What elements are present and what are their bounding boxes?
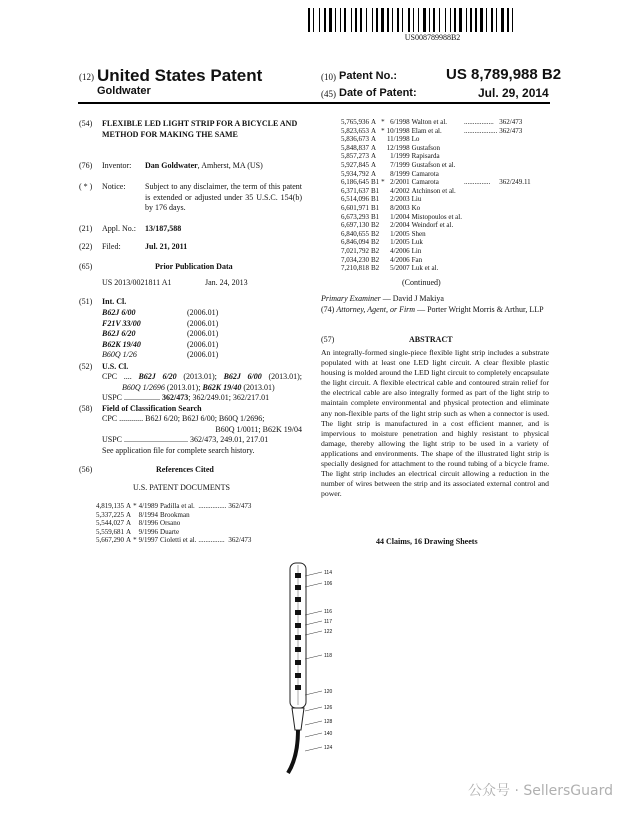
reference-row — [96, 511, 253, 520]
cpc-class: B62K 19/40 — [202, 382, 242, 392]
ref-class — [499, 161, 532, 170]
callout-line — [305, 707, 322, 711]
reference-row — [341, 135, 533, 144]
ref-number: 6,673,293 — [341, 212, 369, 221]
ref-date: 8/1999 — [390, 169, 410, 178]
int-cl-row — [102, 308, 218, 319]
ref-kind: B1 — [371, 178, 380, 187]
ref-dots — [464, 195, 499, 204]
cpc-prefix: CPC .... — [102, 372, 139, 381]
ref-dots: ................. — [464, 118, 494, 126]
invention-title: FLEXIBLE LED LIGHT STRIP FOR A BICYCLE AND METHOD FOR MAKING THE SAME — [102, 119, 298, 139]
ref-dots: ................... — [464, 126, 498, 135]
us-cl-cpc-line2 — [102, 383, 302, 394]
ref-kind: A — [126, 502, 132, 510]
field-21-code: (21) — [79, 224, 93, 233]
ref-date: 2/2004 — [390, 221, 410, 230]
attorney-label: Attorney, Agent, or Firm — [336, 305, 416, 314]
ref-kind: B2 — [371, 264, 380, 273]
field-search-body — [102, 414, 302, 456]
ref-date: 8/2003 — [390, 203, 410, 212]
ref-date: 4/2006 — [390, 255, 410, 264]
ref-name: Cioletti et al. — [160, 536, 197, 545]
led-element — [295, 610, 301, 615]
ref-name: Mistopoulos et al. — [411, 212, 462, 221]
field-54-code: (54) — [79, 119, 93, 128]
int-cl-row — [102, 329, 218, 340]
appl-no-label: Appl. No.: — [102, 224, 136, 233]
ref-class: 362/473 — [499, 126, 523, 135]
field-search-label: Field of Classification Search — [102, 404, 202, 413]
ref-number: 5,848,837 — [341, 143, 369, 152]
field-search-see: See application file for complete search history. — [102, 445, 255, 455]
us-cl-cpc-line1 — [102, 372, 302, 383]
callout-line — [305, 733, 322, 737]
ref-class — [228, 511, 253, 520]
refs-table-right — [341, 118, 533, 273]
inventor-value — [145, 161, 263, 172]
attorney-code: (74) — [321, 305, 337, 314]
ref-date: 2/2003 — [390, 195, 410, 204]
ref-number: 5,337,225 — [96, 510, 124, 519]
reference-row — [96, 502, 253, 511]
cpc-version: (2013.01) — [241, 382, 275, 392]
cpc-version: (2013.01); — [164, 382, 203, 392]
field-22-code: (22) — [79, 242, 93, 251]
inventor-location: , Amherst, MA (US) — [197, 161, 263, 170]
ref-kind: B2 — [371, 229, 380, 238]
field-search-uspc: USPC ................................ 362/473, 249.01, 217.01 — [102, 435, 269, 444]
inventor-surname: Goldwater — [97, 85, 151, 97]
ref-number: 6,371,637 — [341, 186, 369, 195]
reference-row — [341, 213, 533, 222]
callout-line — [305, 572, 322, 576]
ref-kind: A — [371, 135, 377, 144]
us-cl-uspc — [102, 393, 302, 404]
ref-class — [499, 230, 532, 239]
callout-line — [305, 631, 322, 635]
callout-line — [305, 747, 322, 751]
cpc-class: B60Q 1/2696 — [122, 382, 165, 392]
callout-label: 126 — [324, 705, 333, 711]
ref-name: Brookman — [160, 510, 190, 519]
uspc-label: USPC .................. — [102, 393, 161, 402]
filed-value: Jul. 21, 2011 — [145, 242, 188, 251]
ref-name: Liu — [411, 195, 422, 204]
ref-kind: A — [126, 536, 132, 545]
ref-date: 2/2001 — [390, 178, 410, 187]
ref-number: 6,601,971 — [341, 203, 369, 212]
ref-kind: A — [371, 152, 377, 161]
ref-date: 1/2005 — [390, 238, 410, 247]
appl-no-value: 13/187,588 — [145, 224, 182, 233]
field-57-code: (57) — [321, 335, 335, 344]
ref-number: 6,846,094 — [341, 238, 369, 247]
reference-row — [341, 195, 533, 204]
reference-row — [341, 264, 533, 273]
ref-number: 5,544,027 — [96, 519, 124, 528]
reference-row — [341, 118, 533, 127]
int-cl-row — [102, 350, 218, 361]
callout-label: 106 — [324, 581, 333, 587]
callout-label: 124 — [324, 745, 333, 751]
cpc-version: (2013.01); — [176, 372, 224, 381]
watermark: 公众号 · SellersGuard — [468, 783, 613, 799]
ref-date: 1/2004 — [390, 212, 410, 221]
ref-number: 5,934,792 — [341, 169, 369, 178]
ref-dots — [464, 247, 499, 256]
reference-row — [341, 247, 533, 256]
led-element — [295, 573, 301, 578]
ref-kind: A — [371, 169, 377, 178]
callout-line — [305, 721, 322, 725]
ref-number: 7,021,792 — [341, 246, 369, 255]
cpc-version: (2013.01); — [261, 372, 303, 381]
field-76-code: (76) — [79, 161, 93, 170]
notice-code: ( * ) — [79, 182, 93, 191]
ref-dots — [464, 238, 499, 247]
reference-row — [341, 187, 533, 196]
ref-name: Weindorf et al. — [411, 221, 454, 230]
ref-kind: B1 — [371, 212, 380, 221]
ref-class: 362/249.11 — [499, 178, 531, 187]
us-cl-cpc — [102, 372, 302, 404]
ref-class — [499, 204, 532, 213]
led-element — [295, 685, 301, 690]
ref-kind: A — [371, 160, 377, 169]
inventor-name: Dan Goldwater — [145, 161, 198, 170]
ref-date: 8/1996 — [138, 519, 159, 528]
refs-cited-label: References Cited — [156, 465, 214, 474]
callout-line — [305, 691, 322, 695]
ref-name: Elam et al. — [411, 126, 442, 135]
reference-row — [341, 127, 533, 136]
ref-class: 362/473 — [228, 502, 252, 510]
ref-dots: ................ — [198, 502, 227, 510]
doc-type: United States Patent — [97, 66, 263, 85]
attorney-line — [321, 305, 549, 316]
ref-kind: A — [371, 126, 377, 135]
ref-name: Shen — [411, 229, 426, 238]
led-element — [295, 673, 301, 678]
field-search-cpc2: B60Q 1/0011; B62K 19/04 — [215, 424, 302, 434]
ref-star: * — [381, 126, 385, 135]
ref-dots — [464, 230, 499, 239]
ref-kind: A — [126, 527, 132, 536]
ref-class — [499, 187, 532, 196]
callout-line — [305, 621, 322, 625]
ref-date: 6/1998 — [390, 118, 410, 126]
ref-name: Lo — [411, 135, 420, 144]
ref-number: 5,857,273 — [341, 152, 369, 161]
reference-row — [341, 204, 533, 213]
header-rule — [78, 102, 550, 104]
ref-dots — [464, 204, 499, 213]
ref-date: 7/1999 — [390, 160, 410, 169]
notice-text: Subject to any disclaimer, the term of this patent is extended or adjusted under 35 U.S.C. 154(b) by 176 days. — [145, 182, 302, 212]
ref-class: 362/473 — [499, 118, 523, 126]
reference-row — [341, 238, 533, 247]
callout-label: 140 — [324, 731, 333, 737]
int-cl-label: Int. Cl. — [102, 297, 127, 306]
attorney-name: — Porter Wright Morris & Arthur, LLP — [415, 305, 544, 314]
uspc-main: 362/473 — [160, 393, 189, 402]
ref-class — [499, 238, 532, 247]
ref-date: 4/2006 — [390, 246, 410, 255]
abstract-text: An integrally-formed single-piece flexible light strip includes a substrate populated with at least one LED light circuit. A clear flexible plastic housing is molded around the LED light circuit to completely encapsulate the light circuit. A flexible electrical cable and contoured strain relief for the electrical cable are also integrally formed as part of the light strip to maintain complete environmental and physical protection and eliminate any non-flexible parts of the light strip such as when a connector is used. The light strip is manufactured in a cost efficient manner, and is impervious to moisture penetration and highly resistant to physical damage, thereby allowing the light strip to be used in a variety of applications and environments. The shape of the illustrated light strip is specially designed for attachment to the round tubing of a bicycle frame. The light strip includes an electrical circuit allowing a reduction in the number of wires between the strip and its associated external control and power. — [321, 348, 549, 499]
strain-relief — [292, 708, 304, 730]
barcode — [308, 8, 546, 32]
ref-class — [228, 528, 253, 537]
ref-class — [499, 152, 532, 161]
field-51-code: (51) — [79, 297, 93, 306]
cpc-class: B62J 6/00 — [223, 372, 262, 381]
int-cl-list — [102, 308, 218, 361]
led-element — [295, 647, 301, 652]
callout-label: 116 — [324, 609, 332, 615]
date-label: Date of Patent: — [339, 87, 417, 99]
cpc-class: B62J 6/20 — [138, 372, 177, 381]
abstract-label: ABSTRACT — [409, 335, 453, 344]
int-cl-version: (2006.01) — [187, 318, 219, 328]
patent-drawing — [270, 555, 350, 775]
ref-date: 9/1996 — [138, 527, 159, 536]
ref-date: 8/1994 — [138, 510, 159, 519]
ref-date: 12/1998 — [386, 143, 410, 152]
code-45: (45) — [321, 89, 336, 99]
ref-name: Padilla et al. — [160, 502, 195, 510]
callout-line — [305, 611, 322, 615]
ref-kind: B2 — [371, 255, 380, 264]
ref-class — [499, 247, 532, 256]
reference-row — [341, 170, 533, 179]
int-cl-class: B62J 6/00 — [102, 308, 136, 317]
ref-date: 11/1998 — [386, 135, 410, 144]
continued-label: (Continued) — [402, 278, 441, 287]
inventor-label: Inventor: — [102, 161, 132, 170]
ref-kind: B1 — [371, 186, 380, 195]
ref-number: 7,034,230 — [341, 255, 369, 264]
ref-name: Lin — [411, 246, 422, 255]
int-cl-version: (2006.01) — [187, 339, 219, 349]
ref-name: Duarte — [160, 527, 180, 536]
ref-number: 6,840,655 — [341, 229, 369, 238]
int-cl-version: (2006.01) — [187, 350, 219, 359]
ref-dots — [464, 170, 499, 179]
prior-pub-number: US 2013/0021811 A1 — [102, 278, 172, 287]
us-docs-label: U.S. PATENT DOCUMENTS — [133, 483, 230, 492]
ref-name: Fan — [411, 255, 423, 264]
ref-name: Luk et al. — [411, 264, 439, 273]
ref-name: Luk — [411, 238, 423, 247]
led-element — [295, 660, 301, 665]
us-cl-label: U.S. Cl. — [102, 362, 129, 371]
ref-class — [499, 221, 532, 230]
ref-name: Camarota — [411, 178, 439, 187]
ref-kind: A — [371, 143, 377, 152]
ref-class — [499, 213, 532, 222]
patent-date: Jul. 29, 2014 — [478, 86, 549, 100]
notice-label: Notice: — [102, 182, 126, 191]
int-cl-row — [102, 340, 218, 351]
ref-kind: B2 — [371, 221, 380, 230]
reference-row — [341, 256, 533, 265]
ref-name: Camarota — [411, 169, 439, 178]
claims-summary: 44 Claims, 16 Drawing Sheets — [376, 537, 478, 546]
ref-class — [499, 170, 532, 179]
ref-name: Atchinson et al. — [411, 186, 456, 195]
ref-date: 4/2002 — [390, 186, 410, 195]
uspc-rest: ; 362/249.01; 362/217.01 — [188, 393, 270, 402]
ref-name: Rapisarda — [411, 152, 440, 161]
ref-kind: B2 — [371, 246, 380, 255]
ref-class: 362/473 — [228, 536, 252, 545]
ref-star: * — [381, 178, 385, 187]
int-cl-class: F21V 33/00 — [102, 318, 141, 328]
callout-line — [305, 583, 322, 587]
callout-label: 117 — [324, 619, 332, 625]
ref-class — [499, 264, 532, 273]
ref-date: 9/1997 — [138, 536, 159, 545]
led-element — [295, 585, 301, 590]
prior-pub-label: Prior Publication Data — [155, 262, 233, 271]
ref-dots — [464, 256, 499, 265]
int-cl-row — [102, 319, 218, 330]
ref-dots — [198, 528, 228, 537]
code-10: (10) — [321, 72, 336, 82]
ref-number: 7,210,818 — [341, 264, 369, 273]
int-cl-class: B62J 6/20 — [102, 329, 136, 338]
field-58-code: (58) — [79, 404, 93, 413]
int-cl-version: (2006.01) — [187, 329, 219, 338]
callout-label: 128 — [324, 719, 333, 725]
callout-label: 114 — [324, 570, 332, 576]
callout-label: 118 — [324, 653, 332, 659]
code-12: (12) — [79, 72, 94, 82]
reference-row — [341, 161, 533, 170]
ref-class — [499, 144, 532, 153]
ref-class — [499, 135, 532, 144]
ref-number: 4,819,135 — [96, 502, 124, 510]
examiner-line — [321, 294, 444, 305]
ref-star: * — [381, 118, 385, 126]
int-cl-version: (2006.01) — [187, 308, 219, 317]
int-cl-class: B60Q 1/26 — [102, 350, 137, 359]
ref-dots — [464, 187, 499, 196]
ref-date: 1/1999 — [390, 152, 410, 161]
ref-number: 5,765,936 — [341, 118, 369, 126]
ref-class — [228, 519, 253, 528]
electrical-cable — [288, 730, 298, 773]
ref-name: Walton et al. — [411, 118, 448, 126]
reference-row — [341, 230, 533, 239]
ref-date: 10/1998 — [386, 126, 410, 135]
ref-kind: B2 — [371, 238, 380, 247]
ref-number: 5,823,653 — [341, 126, 369, 135]
ref-kind: A — [126, 519, 132, 528]
ref-number: 6,186,645 — [341, 178, 369, 187]
ref-number: 5,927,845 — [341, 160, 369, 169]
barcode-number: US008789988B2 — [404, 33, 461, 42]
ref-star: * — [133, 536, 137, 545]
refs-table-left — [96, 502, 253, 545]
field-65-code: (65) — [79, 262, 93, 271]
reference-row — [96, 536, 253, 545]
ref-dots — [464, 221, 499, 230]
reference-row — [341, 221, 533, 230]
ref-kind: A — [371, 118, 377, 126]
callout-label: 120 — [324, 689, 333, 695]
ref-kind: A — [126, 510, 132, 519]
callout-line — [305, 655, 322, 659]
ref-dots — [464, 144, 499, 153]
ref-dots — [464, 213, 499, 222]
reference-row — [96, 519, 253, 528]
int-cl-class: B62K 19/40 — [102, 339, 141, 349]
field-search-cpc: CPC ............ B62J 6/20; B62J 6/00; B60Q 1/2696; — [102, 414, 265, 423]
ref-name: Orsano — [160, 519, 181, 528]
ref-date: 5/2007 — [390, 264, 410, 273]
ref-date: 4/1989 — [138, 502, 159, 510]
ref-dots — [464, 152, 499, 161]
reference-row — [96, 528, 253, 537]
callout-label: 122 — [324, 629, 333, 635]
reference-row — [341, 144, 533, 153]
ref-date: 1/2005 — [390, 229, 410, 238]
ref-dots: ............... — [464, 178, 491, 187]
ref-name: Gustafson et al. — [411, 160, 456, 169]
ref-kind: B1 — [371, 195, 380, 204]
field-56-code: (56) — [79, 465, 93, 474]
ref-dots — [198, 511, 228, 520]
ref-kind: B1 — [371, 203, 380, 212]
examiner-name: — David J Makiya — [380, 294, 444, 303]
reference-row — [341, 178, 533, 187]
ref-dots — [198, 519, 228, 528]
patent-no: US 8,789,988 B2 — [446, 66, 562, 83]
filed-label: Filed: — [102, 242, 121, 251]
prior-pub-date: Jan. 24, 2013 — [205, 278, 248, 287]
ref-dots — [464, 161, 499, 170]
ref-dots: ............... — [198, 536, 225, 545]
ref-number: 5,836,673 — [341, 135, 369, 144]
ref-number: 6,514,096 — [341, 195, 369, 204]
ref-number: 6,697,130 — [341, 221, 369, 230]
ref-number: 5,559,681 — [96, 527, 124, 536]
ref-class — [499, 195, 532, 204]
led-element — [295, 635, 301, 640]
ref-class — [499, 256, 532, 265]
led-element — [295, 597, 301, 602]
field-52-code: (52) — [79, 362, 93, 371]
led-element — [295, 623, 301, 628]
ref-dots — [464, 135, 499, 144]
ref-name: Gustafson — [411, 143, 441, 152]
ref-name: Ko — [411, 203, 421, 212]
ref-star: * — [133, 502, 137, 510]
patent-no-label: Patent No.: — [339, 70, 398, 82]
examiner-label: Primary Examiner — [321, 294, 381, 303]
reference-row — [341, 152, 533, 161]
ref-dots — [464, 264, 499, 273]
ref-number: 5,667,290 — [96, 536, 124, 545]
